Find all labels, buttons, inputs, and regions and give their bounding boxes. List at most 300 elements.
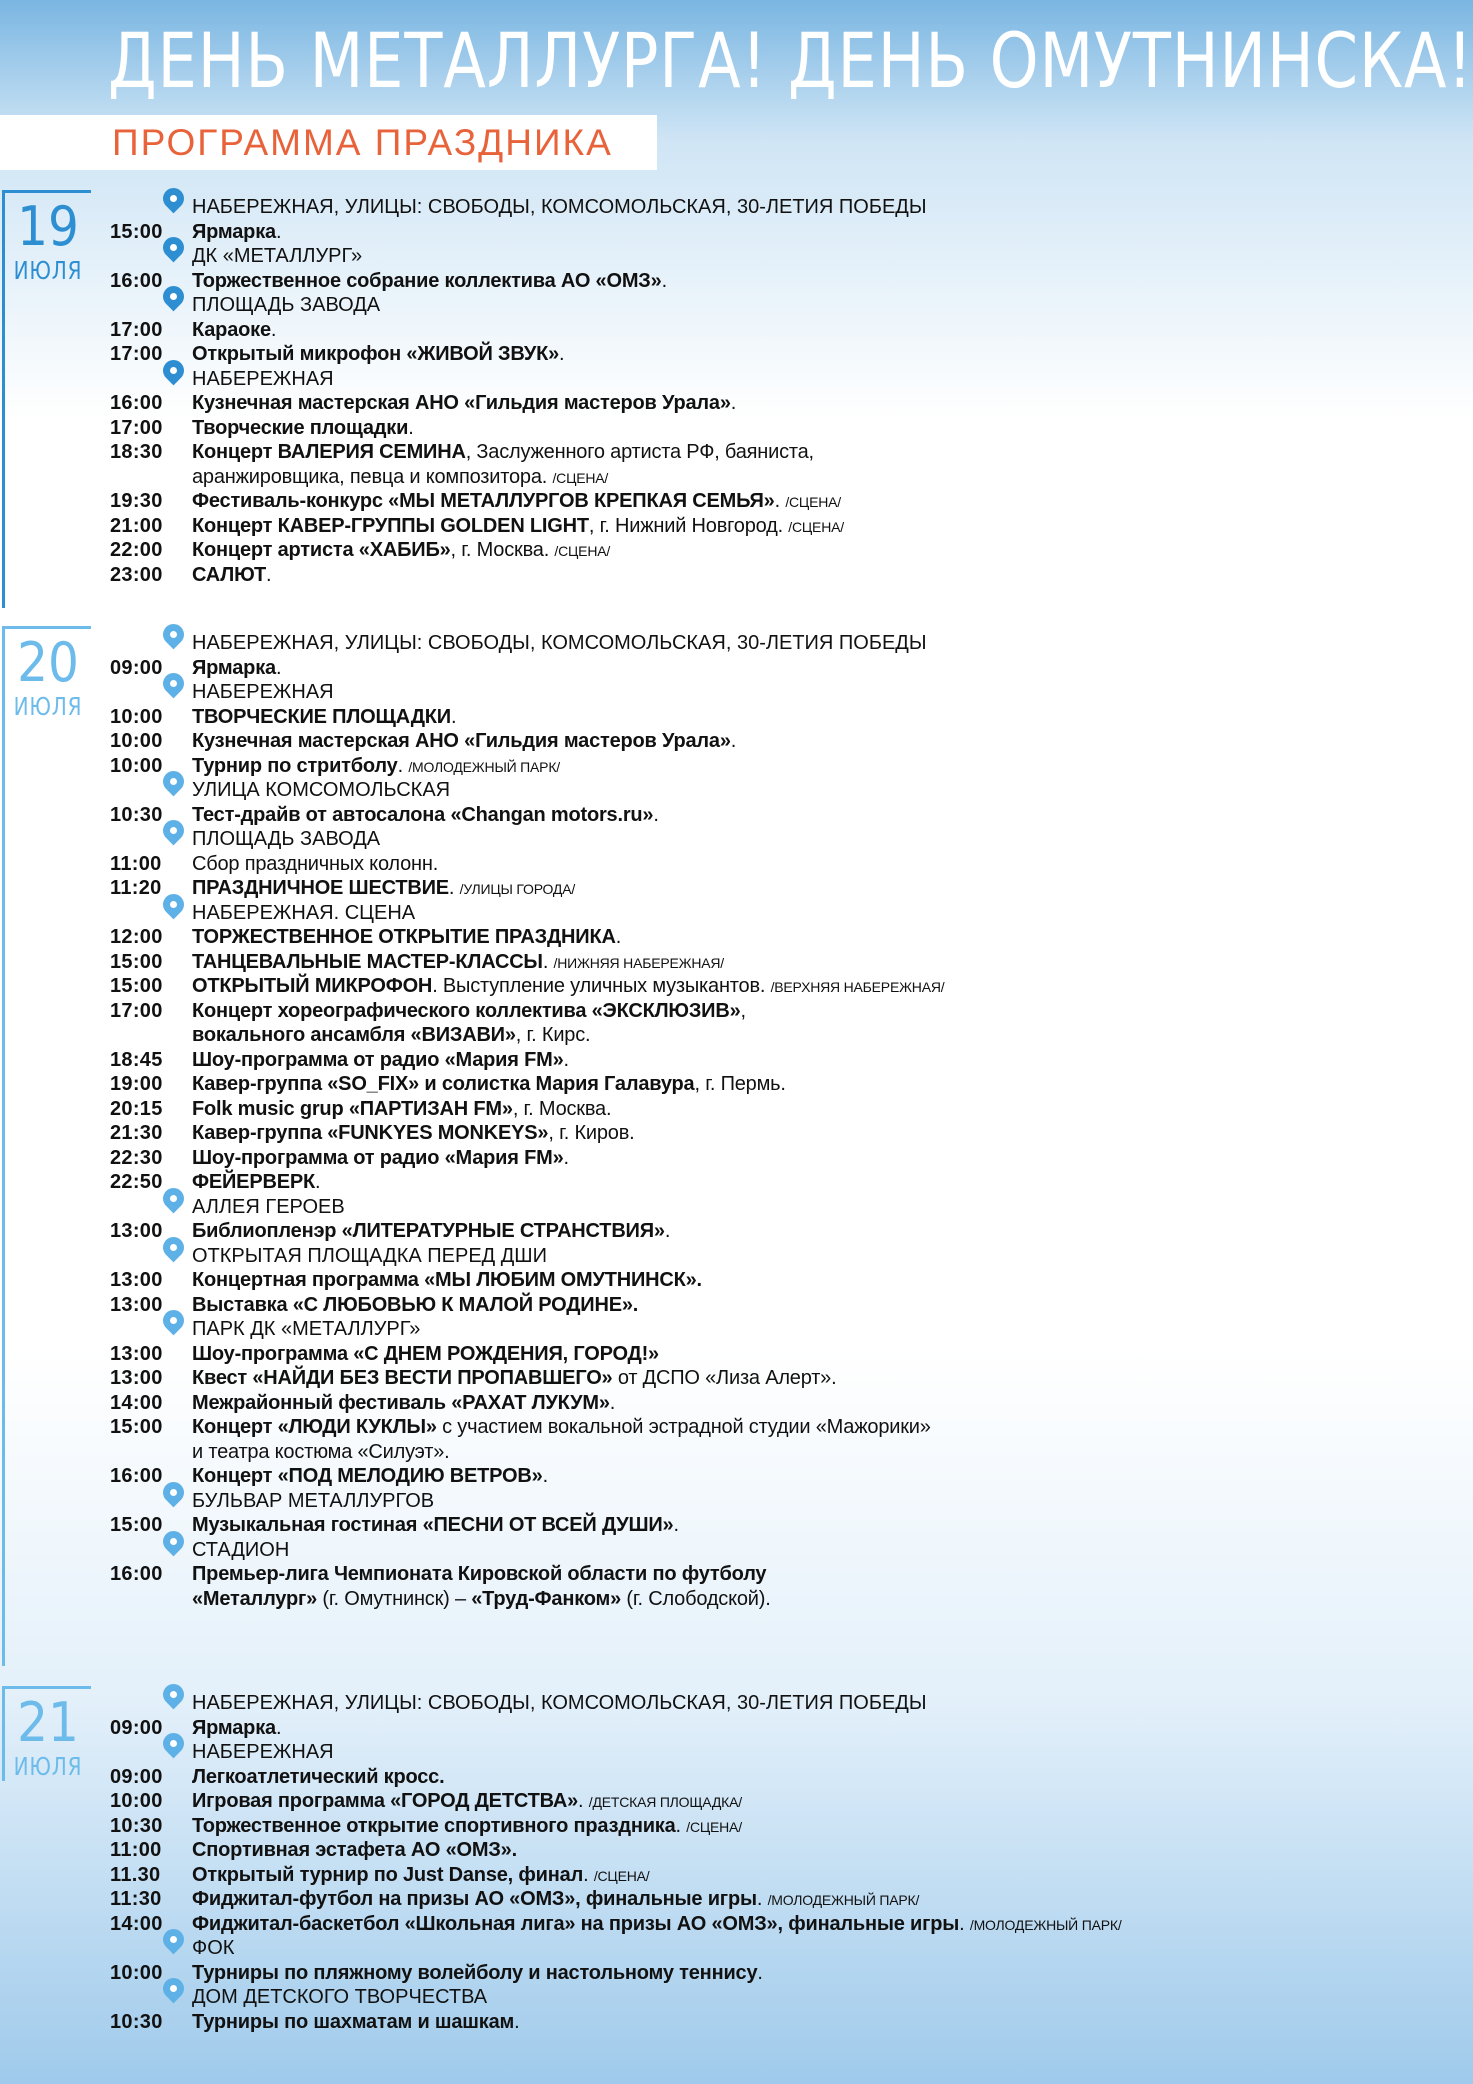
event-time: 17:00 [110, 343, 163, 365]
event-time: 10:30 [110, 2010, 163, 2033]
event-description [192, 950, 724, 976]
event-time: 21:30 [110, 1122, 163, 1144]
event-description [192, 925, 621, 950]
venue-note: /СЦЕНА/ [686, 1818, 742, 1835]
event-time: 12:00 [110, 926, 163, 948]
venue-note: /УЛИЦЫ ГОРОДА/ [459, 881, 576, 897]
day-section [0, 626, 1200, 1611]
event-text: . [450, 705, 457, 728]
event-text: Спортивная эстафета АО «ОМЗ». [192, 1839, 517, 1861]
event-description [192, 876, 575, 902]
event-text: . [664, 1220, 671, 1242]
event-text: Фиджитал-футбол на призы АО «ОМЗ», финальные игры [192, 1888, 757, 1910]
event-text: ОТКРЫТЫЙ МИКРОФОН [192, 975, 433, 997]
event-text: Легкоатлетический кросс. [192, 1765, 445, 1788]
event-text: . [542, 950, 554, 973]
venue-note: /СЦЕНА/ [788, 518, 844, 535]
event-row [0, 514, 1200, 539]
event-row [0, 1366, 1200, 1391]
venue-note: /СЦЕНА/ [785, 494, 841, 510]
event-text: Межрайонный фестиваль «РАХАТ ЛУКУМ» [192, 1391, 610, 1414]
event-description [192, 1912, 1122, 1938]
event-text: с участием вокальной эстрадной студии «Мажорики» [436, 1416, 931, 1438]
event-text: . [563, 1146, 569, 1169]
event-description [192, 1146, 569, 1171]
page-title: ДЕНЬ МЕТАЛЛУРГА! ДЕНЬ ОМУТНИНСКА! [108, 16, 1473, 105]
event-time: 10:00 [110, 1961, 163, 1984]
event-text: Шоу-программа от радио «Мария FM» [192, 1146, 564, 1169]
event-text: , [740, 999, 746, 1022]
venue-name: НАБЕРЕЖНАЯ, УЛИЦЫ: СВОБОДЫ, КОМСОМОЛЬСКАЯ, 30-ЛЕТИЯ ПОБЕДЫ [192, 632, 927, 654]
map-pin-icon [159, 1680, 189, 1710]
event-row [0, 1097, 1200, 1122]
event-description [192, 999, 746, 1024]
event-text: . [578, 1790, 589, 1812]
venue-name: НАБЕРЕЖНАЯ [192, 681, 334, 703]
venue-name: ДОМ ДЕТСКОГО ТВОРЧЕСТВА [192, 1986, 488, 2008]
venue-name: АЛЛЕЯ ГЕРОЕВ [192, 1195, 345, 1218]
event-text: , г. Пермь. [694, 1073, 786, 1095]
venue-name: НАБЕРЕЖНАЯ, УЛИЦЫ: СВОБОДЫ, КОМСОМОЛЬСКАЯ, 30-ЛЕТИЯ ПОБЕДЫ [192, 196, 927, 218]
event-description [192, 1415, 931, 1440]
event-text: Открытый микрофон «ЖИВОЙ ЗВУК» [192, 343, 559, 365]
event-row [0, 1415, 1200, 1440]
event-row [0, 1838, 1200, 1863]
event-text: Игровая программа «ГОРОД ДЕТСТВА» [192, 1790, 579, 1812]
event-text: . [270, 318, 277, 341]
event-time: 16:00 [110, 1563, 163, 1585]
event-row [0, 925, 1200, 950]
event-time: 15:00 [110, 220, 163, 243]
event-text: Торжественное открытие спортивного праздника [192, 1814, 676, 1837]
venue-heading [0, 367, 1200, 392]
event-description [192, 852, 438, 877]
event-row [0, 705, 1200, 730]
event-row [0, 1072, 1200, 1097]
event-row [0, 1146, 1200, 1171]
event-row [0, 538, 1200, 563]
event-text: . [615, 926, 622, 948]
event-description [192, 2010, 519, 2035]
event-description [192, 754, 560, 780]
event-text: . [756, 1888, 768, 1910]
venue-name: ОТКРЫТАЯ ПЛОЩАДКА ПЕРЕД ДШИ [192, 1244, 548, 1267]
event-text: (г. Слободской). [621, 1587, 771, 1610]
venue-heading [0, 1691, 1200, 1716]
event-time: 11.30 [110, 1863, 161, 1886]
day-number: 21 [17, 1691, 79, 1754]
venue-heading [0, 1489, 1200, 1514]
venue-heading [0, 1740, 1200, 1765]
event-description [192, 1961, 763, 1986]
event-text: . [266, 563, 272, 586]
program-subtitle: ПРОГРАММА ПРАЗДНИКА [0, 115, 657, 170]
event-row [0, 1121, 1200, 1146]
event-description [192, 1391, 615, 1416]
event-text: Концерт «ПОД МЕЛОДИЮ ВЕТРОВ» [192, 1465, 543, 1487]
event-text: Турнир по стритболу [192, 754, 398, 777]
event-text: Концерт артиста «ХАБИБ» [192, 539, 451, 561]
event-text: Кузнечная мастерская АНО «Гильдия мастеров Урала» [192, 730, 731, 752]
event-text: . [397, 754, 409, 777]
map-pin-icon [159, 620, 189, 650]
event-row [0, 950, 1200, 975]
event-text: «Металлург» [192, 1587, 318, 1610]
venue-name: НАБЕРЕЖНАЯ [192, 367, 334, 390]
event-time: 13:00 [110, 1220, 163, 1242]
event-text: , г. Киров. [548, 1122, 635, 1144]
event-text: Концерт хореографического коллектива «ЭКСКЛЮЗИВ» [192, 999, 741, 1022]
event-description [192, 1513, 679, 1538]
day-number: 19 [17, 195, 79, 258]
event-text: , г. Нижний Новгород. [588, 514, 789, 537]
venue-name: ПЛОЩАДЬ ЗАВОДА [192, 828, 381, 850]
event-text: Выставка «С ЛЮБОВЬЮ К МАЛОЙ РОДИНЕ». [192, 1293, 639, 1316]
venue-note: /ВЕРХНЯЯ НАБЕРЕЖНАЯ/ [770, 979, 945, 995]
event-time: 19:30 [110, 490, 163, 512]
venue-heading [0, 901, 1200, 926]
venue-heading [0, 1317, 1200, 1342]
event-text: вокального ансамбля «ВИЗАВИ» [192, 1024, 516, 1046]
event-time: 13:00 [110, 1367, 163, 1389]
event-text: Торжественное собрание коллектива АО «ОМЗ» [192, 269, 662, 292]
event-text: . [514, 2010, 520, 2033]
event-description [192, 1170, 320, 1195]
event-text: Ярмарка [192, 220, 276, 243]
event-description [192, 1765, 444, 1790]
event-description [192, 489, 841, 515]
event-time: 16:00 [110, 269, 163, 292]
event-time: 13:00 [110, 1269, 163, 1291]
venue-heading [0, 1936, 1200, 1961]
event-text: Библиопленэр «ЛИТЕРАТУРНЫЕ СТРАНСТВИЯ» [192, 1220, 665, 1242]
event-time: 15:00 [110, 1514, 163, 1536]
event-description [192, 318, 276, 343]
venue-name: НАБЕРЕЖНАЯ [192, 1741, 334, 1763]
event-text: Тест-драйв от автосалона «Changan motors.ru» [192, 803, 654, 826]
event-description [192, 1587, 771, 1612]
event-text: , г. Москва. [512, 1097, 612, 1120]
event-description [192, 705, 456, 730]
event-row [0, 391, 1200, 416]
schedule-list [0, 626, 1200, 1611]
event-description [192, 1121, 635, 1146]
event-text: . [730, 730, 737, 752]
venue-name: ФОК [192, 1937, 235, 1959]
map-pin-icon [159, 184, 189, 214]
event-text: ТАНЦЕВАЛЬНЫЕ МАСТЕР-КЛАССЫ [192, 950, 543, 973]
event-text: Турниры по пляжному волейболу и настольному теннису [192, 1961, 758, 1984]
event-row [0, 1342, 1200, 1367]
venue-note: /СЦЕНА/ [552, 469, 609, 486]
event-text: Концерт КАВЕР-ГРУППЫ GOLDEN LIGHT [192, 514, 589, 537]
event-time: 11:30 [110, 1888, 162, 1910]
day-month: ИЮЛЯ [13, 692, 83, 721]
event-text: . [583, 1863, 594, 1886]
event-description [192, 342, 564, 367]
venue-note: /НИЖНЯЯ НАБЕРЕЖНАЯ/ [553, 954, 724, 971]
event-description [192, 1838, 517, 1863]
event-text: . [275, 1716, 282, 1739]
event-text: Концерт «ЛЮДИ КУКЛЫ» [192, 1416, 437, 1438]
event-row [0, 1814, 1200, 1839]
event-row [0, 416, 1200, 441]
event-time: 15:00 [110, 950, 163, 973]
event-text: . [275, 656, 282, 679]
schedule-list [0, 1686, 1200, 2034]
venue-heading [0, 1538, 1200, 1563]
event-text: ТОРЖЕСТВЕННОЕ ОТКРЫТИЕ ПРАЗДНИКА [192, 926, 616, 948]
event-time: 11:00 [110, 1839, 162, 1861]
event-text: . [774, 490, 786, 512]
venue-note: /МОЛОДЕЖНЫЙ ПАРК/ [408, 758, 560, 775]
event-row-continuation [0, 1587, 1200, 1612]
event-time: 16:00 [110, 1465, 163, 1487]
event-text: Открытый турнир по Just Danse, финал [192, 1863, 584, 1886]
event-description [192, 1887, 919, 1913]
venue-heading [0, 195, 1200, 220]
event-text: . Выступление уличных музыкантов. [432, 975, 771, 997]
event-time: 18:45 [110, 1048, 163, 1071]
event-time: 10:00 [110, 754, 163, 777]
event-text: Творческие площадки [192, 416, 409, 439]
event-time: 17:00 [110, 999, 163, 1022]
venue-heading [0, 1195, 1200, 1220]
day-month: ИЮЛЯ [13, 1752, 83, 1781]
event-row [0, 1562, 1200, 1587]
event-time: 18:30 [110, 441, 163, 463]
day-section [0, 190, 1200, 587]
schedule-list [0, 190, 1200, 587]
event-row [0, 1048, 1200, 1073]
event-time: 10:00 [110, 705, 163, 728]
event-description [192, 1097, 611, 1122]
venue-name: НАБЕРЕЖНАЯ, УЛИЦЫ: СВОБОДЫ, КОМСОМОЛЬСКАЯ, 30-ЛЕТИЯ ПОБЕДЫ [192, 1692, 927, 1714]
event-text: Кавер-группа «SO_FIX» и солистка Мария Галавура [192, 1073, 695, 1095]
event-row [0, 1765, 1200, 1790]
event-description [192, 220, 281, 245]
event-text: Кузнечная мастерская АНО «Гильдия мастеров Урала» [192, 392, 731, 414]
venue-name: ДК «МЕТАЛЛУРГ» [192, 245, 363, 267]
event-text: . [653, 803, 659, 826]
venue-heading [0, 293, 1200, 318]
event-text: Концерт ВАЛЕРИЯ СЕМИНА [192, 441, 466, 463]
event-description [192, 1440, 450, 1465]
event-text: . [408, 416, 414, 439]
event-text: Музыкальная гостиная «ПЕСНИ ОТ ВСЕЙ ДУШИ» [192, 1514, 674, 1536]
event-time: 16:00 [110, 392, 163, 414]
event-description [192, 1716, 281, 1741]
event-text: Ярмарка [192, 656, 276, 679]
day-number: 20 [17, 631, 79, 694]
event-description [192, 1268, 702, 1293]
event-text: , г. Кирс. [515, 1024, 591, 1046]
event-time: 09:00 [110, 656, 163, 679]
venue-heading [0, 827, 1200, 852]
event-time: 17:00 [110, 318, 163, 341]
event-text: . [959, 1912, 970, 1935]
event-text: аранжировщика, певца и композитора. [192, 465, 553, 488]
event-row [0, 440, 1200, 465]
event-text: Кавер-группа «FUNKYES MONKEYS» [192, 1122, 549, 1144]
event-description [192, 514, 844, 540]
day-month: ИЮЛЯ [13, 256, 83, 285]
event-text: , г. Москва. [450, 539, 555, 561]
event-time: 22:50 [110, 1171, 163, 1193]
event-text: Шоу-программа от радио «Мария FM» [192, 1048, 564, 1071]
venue-note: /МОЛОДЕЖНЫЙ ПАРК/ [767, 1892, 920, 1908]
event-text: Сбор праздничных колонн. [192, 852, 439, 875]
event-text: САЛЮТ [192, 563, 267, 586]
event-text: ПРАЗДНИЧНОЕ ШЕСТВИЕ [192, 877, 449, 899]
venue-name: УЛИЦА КОМСОМОЛЬСКАЯ [192, 779, 451, 801]
event-row [0, 974, 1200, 999]
event-time: 13:00 [110, 1342, 163, 1365]
event-text: Квест «НАЙДИ БЕЗ ВЕСТИ ПРОПАВШЕГО» [192, 1367, 613, 1389]
event-text: Фестиваль-конкурс «МЫ МЕТАЛЛУРГОВ КРЕПКАЯ СЕМЬЯ» [192, 490, 775, 512]
event-time: 13:00 [110, 1293, 163, 1316]
venue-heading [0, 680, 1200, 705]
event-time: 14:00 [110, 1391, 163, 1414]
event-description [192, 538, 610, 564]
event-description [192, 1562, 766, 1587]
event-text: . [609, 1391, 616, 1414]
event-description [192, 1863, 649, 1889]
event-time: 14:00 [110, 1912, 163, 1935]
event-description [192, 1366, 836, 1391]
event-text: Концертная программа «МЫ ЛЮБИМ ОМУТНИНСК». [192, 1269, 702, 1291]
event-text: . [757, 1961, 763, 1984]
event-text: (г. Омутнинск) – [317, 1587, 472, 1610]
event-row [0, 999, 1200, 1024]
event-time: 19:00 [110, 1073, 163, 1095]
event-time: 22:30 [110, 1146, 163, 1169]
event-description [192, 1072, 786, 1097]
venue-name: БУЛЬВАР МЕТАЛЛУРГОВ [192, 1489, 435, 1512]
event-row [0, 1863, 1200, 1888]
venue-heading [0, 1244, 1200, 1269]
event-text: Караоке [192, 318, 271, 341]
event-description [192, 1048, 569, 1073]
event-time: 15:00 [110, 975, 163, 997]
event-time: 09:00 [110, 1716, 163, 1739]
event-description [192, 416, 414, 441]
venue-name: СТАДИОН [192, 1538, 290, 1561]
event-text: ТВОРЧЕСКИЕ ПЛОЩАДКИ [192, 705, 451, 728]
venue-heading [0, 778, 1200, 803]
venue-heading [0, 1985, 1200, 2010]
event-text: Шоу-программа «С ДНЕМ РОЖДЕНИЯ, ГОРОД!» [192, 1342, 659, 1365]
event-description [192, 656, 281, 681]
event-time: 20:15 [110, 1097, 163, 1120]
event-text: Folk music grup «ПАРТИЗАН FM» [192, 1097, 513, 1120]
venue-name: НАБЕРЕЖНАЯ. СЦЕНА [192, 901, 416, 924]
event-text: Турниры по шахматам и шашкам [192, 2010, 515, 2033]
event-row [0, 489, 1200, 514]
event-row [0, 1887, 1200, 1912]
event-row-continuation [0, 465, 1200, 490]
event-row [0, 2010, 1200, 2035]
event-row [0, 852, 1200, 877]
event-text: . [315, 1171, 321, 1193]
event-text: Фиджитал-баскетбол «Школьная лига» на призы АО «ОМЗ», финальные игры [192, 1912, 960, 1935]
event-time: 10:00 [110, 1790, 163, 1812]
event-row [0, 1268, 1200, 1293]
event-row [0, 1789, 1200, 1814]
venue-note: /МОЛОДЕЖНЫЙ ПАРК/ [969, 1916, 1122, 1933]
venue-name: ПАРК ДК «МЕТАЛЛУРГ» [192, 1318, 421, 1340]
venue-heading [0, 244, 1200, 269]
event-description [192, 1023, 590, 1048]
venue-heading [0, 631, 1200, 656]
event-text: . [542, 1465, 548, 1487]
event-text: и театра костюма «Силуэт». [192, 1440, 450, 1463]
event-text: . [675, 1814, 687, 1837]
event-time: 11:20 [110, 877, 162, 899]
event-time: 10:30 [110, 803, 163, 826]
event-description [192, 1219, 670, 1244]
event-description [192, 391, 736, 416]
event-time: 11:00 [110, 852, 162, 875]
event-time: 21:00 [110, 514, 163, 537]
event-time: 10:30 [110, 1814, 163, 1837]
event-text: , Заслуженного артиста РФ, баяниста, [465, 441, 814, 463]
event-text: . [275, 220, 282, 243]
event-description [192, 1342, 659, 1367]
venue-note: /ДЕТСКАЯ ПЛОЩАДКА/ [588, 1794, 742, 1810]
event-time: 22:00 [110, 539, 163, 561]
venue-name: ПЛОЩАДЬ ЗАВОДА [192, 294, 381, 316]
venue-note: /СЦЕНА/ [593, 1867, 650, 1884]
event-row [0, 729, 1200, 754]
event-row-continuation [0, 1440, 1200, 1465]
event-time: 10:00 [110, 730, 163, 752]
event-text: ФЕЙЕРВЕРК [192, 1171, 315, 1193]
event-description [192, 440, 814, 465]
event-text: . [559, 343, 565, 365]
event-row [0, 318, 1200, 343]
event-time: 23:00 [110, 563, 163, 586]
event-description [192, 269, 667, 294]
event-time: 17:00 [110, 416, 163, 439]
event-text: . [730, 392, 737, 414]
event-description [192, 563, 271, 588]
event-row [0, 563, 1200, 588]
event-text: . [448, 877, 460, 899]
event-description [192, 465, 608, 491]
event-description [192, 1293, 638, 1318]
venue-note: /СЦЕНА/ [554, 543, 611, 559]
event-row [0, 1391, 1200, 1416]
event-text: Премьер-лига Чемпионата Кировской области по футболу [192, 1563, 767, 1585]
event-description [192, 1464, 548, 1489]
event-description [192, 974, 944, 1000]
event-time: 09:00 [110, 1765, 163, 1788]
event-text: . [661, 269, 667, 292]
event-text: «Труд-Фанком» [471, 1587, 622, 1610]
event-description [192, 803, 659, 828]
event-description [192, 729, 736, 754]
event-row-continuation [0, 1023, 1200, 1048]
event-text: . [563, 1048, 569, 1071]
event-description [192, 1789, 742, 1815]
day-section [0, 1686, 1200, 2034]
event-text: от ДСПО «Лиза Алерт». [612, 1367, 837, 1389]
event-description [192, 1814, 742, 1840]
event-text: Ярмарка [192, 1716, 276, 1739]
event-time: 15:00 [110, 1416, 163, 1438]
event-text: . [673, 1514, 679, 1536]
